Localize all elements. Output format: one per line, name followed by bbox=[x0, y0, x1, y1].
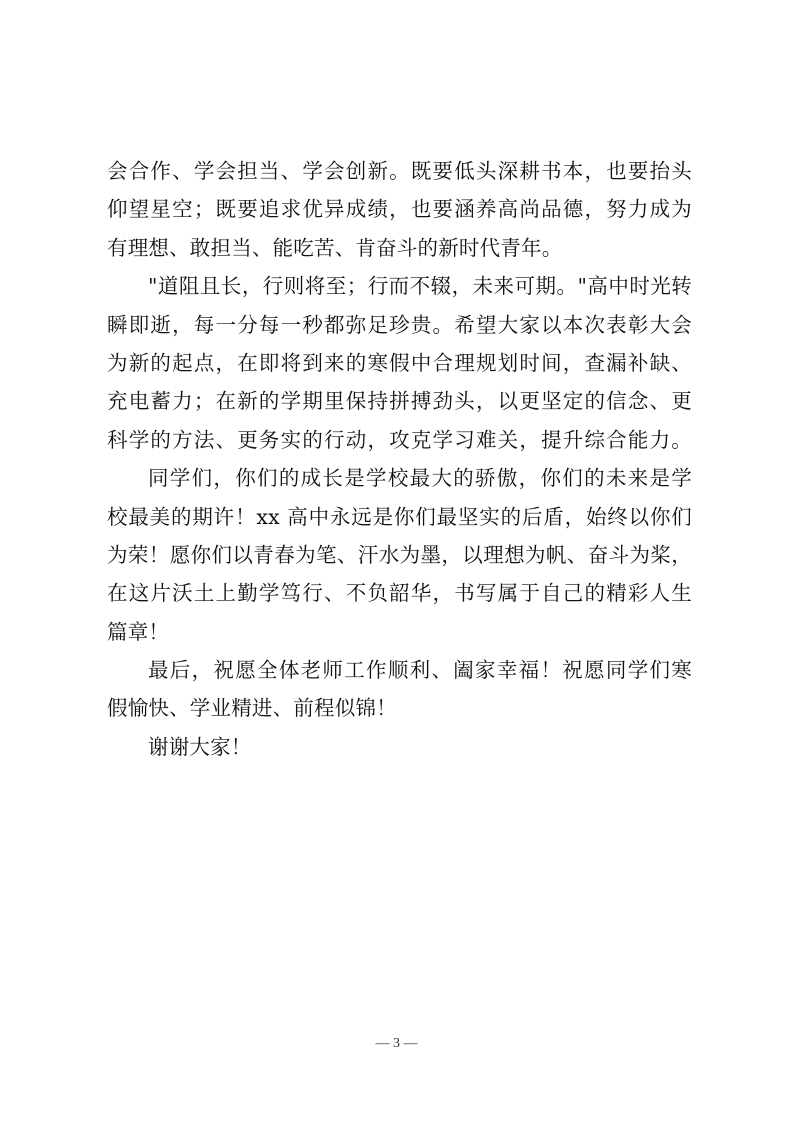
paragraph-continuation bbox=[107, 152, 692, 267]
text-line: 瞬即逝，每一分每一秒都弥足珍贵。希望大家以本次表彰大会 bbox=[107, 312, 692, 337]
text-line: 篇章！ bbox=[107, 619, 170, 644]
text-line: 同学们，你们的成长是学校最大的骄傲，你们的未来是学 bbox=[148, 466, 692, 491]
text-line: 谢谢大家！ bbox=[148, 734, 252, 759]
page-number: — 3 — bbox=[375, 1036, 418, 1051]
text-line: 会合作、学会担当、学会创新。既要低头深耕书本，也要抬头 bbox=[107, 159, 692, 183]
text-line: 假愉快、学业精进、前程似锦！ bbox=[107, 696, 397, 721]
text-line: 最后，祝愿全体老师工作顺利、阖家幸福！祝愿同学们寒 bbox=[148, 658, 692, 683]
paragraph-students bbox=[107, 459, 692, 651]
paragraph-quote bbox=[107, 267, 692, 459]
text-line: 在这片沃土上勤学笃行、不负韶华，书写属于自己的精彩人生 bbox=[107, 581, 692, 606]
text-line: 仰望星空；既要追求优异成绩，也要涵养高尚品德，努力成为 bbox=[107, 197, 692, 222]
text-line: 为荣！愿你们以青春为笔、汗水为墨，以理想为帆、奋斗为桨， bbox=[107, 542, 692, 567]
paragraph-thanks bbox=[107, 728, 692, 766]
document-body bbox=[107, 152, 692, 766]
text-line: 充电蓄力；在新的学期里保持拼搏劲头，以更坚定的信念、更 bbox=[107, 389, 692, 414]
paragraph-wishes bbox=[107, 651, 692, 728]
text-line: 有理想、敢担当、能吃苦、肯奋斗的新时代青年。 bbox=[107, 235, 563, 260]
text-line: 校最美的期许！xx 高中永远是你们最坚实的后盾，始终以你们 bbox=[107, 504, 692, 529]
text-line: "道阻且长，行则将至；行而不辍，未来可期。"高中时光转 bbox=[148, 274, 692, 299]
text-line: 科学的方法、更务实的行动，攻克学习难关，提升综合能力。 bbox=[107, 427, 692, 452]
text-line: 为新的起点，在即将到来的寒假中合理规划时间，查漏补缺、 bbox=[107, 350, 692, 375]
